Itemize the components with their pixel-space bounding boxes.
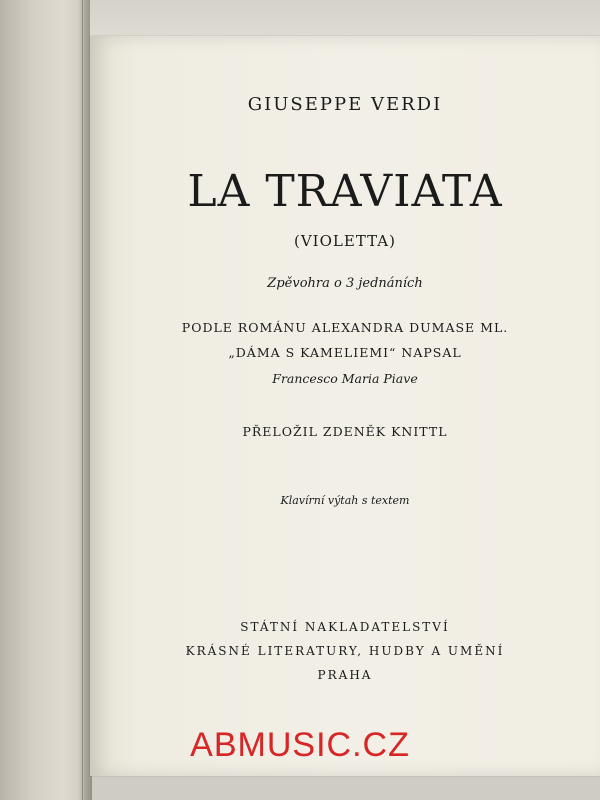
librettist-name: Francesco Maria Piave (272, 371, 418, 386)
gutter-line (82, 0, 83, 800)
title-page-content (90, 36, 600, 776)
author-name: GIUSEPPE VERDI (247, 94, 443, 115)
book-subtitle: (VIOLETTA) (294, 232, 396, 250)
translator-line: PŘELOŽIL ZDENĚK KNITTL (242, 424, 448, 439)
genre-line: Zpěvohra o 3 jednáních (267, 276, 423, 291)
page-top-background (90, 0, 600, 36)
publisher-city: PRAHA (317, 668, 373, 682)
publisher-line-2: KRÁSNÉ LITERATURY, HUDBY A UMĚNÍ (185, 644, 505, 658)
based-on-line-1: PODLE ROMÁNU ALEXANDRA DUMASE ML. (181, 320, 509, 335)
edition-note: Klavírní výtah s textem (280, 494, 410, 507)
based-on-line-2: „DÁMA S KAMELIEMI“ NAPSAL (228, 345, 462, 360)
book-title: LA TRAVIATA (187, 166, 503, 217)
publisher-line-1: STÁTNÍ NAKLADATELSTVÍ (240, 620, 450, 634)
watermark: ABMUSIC.CZ (190, 726, 410, 764)
